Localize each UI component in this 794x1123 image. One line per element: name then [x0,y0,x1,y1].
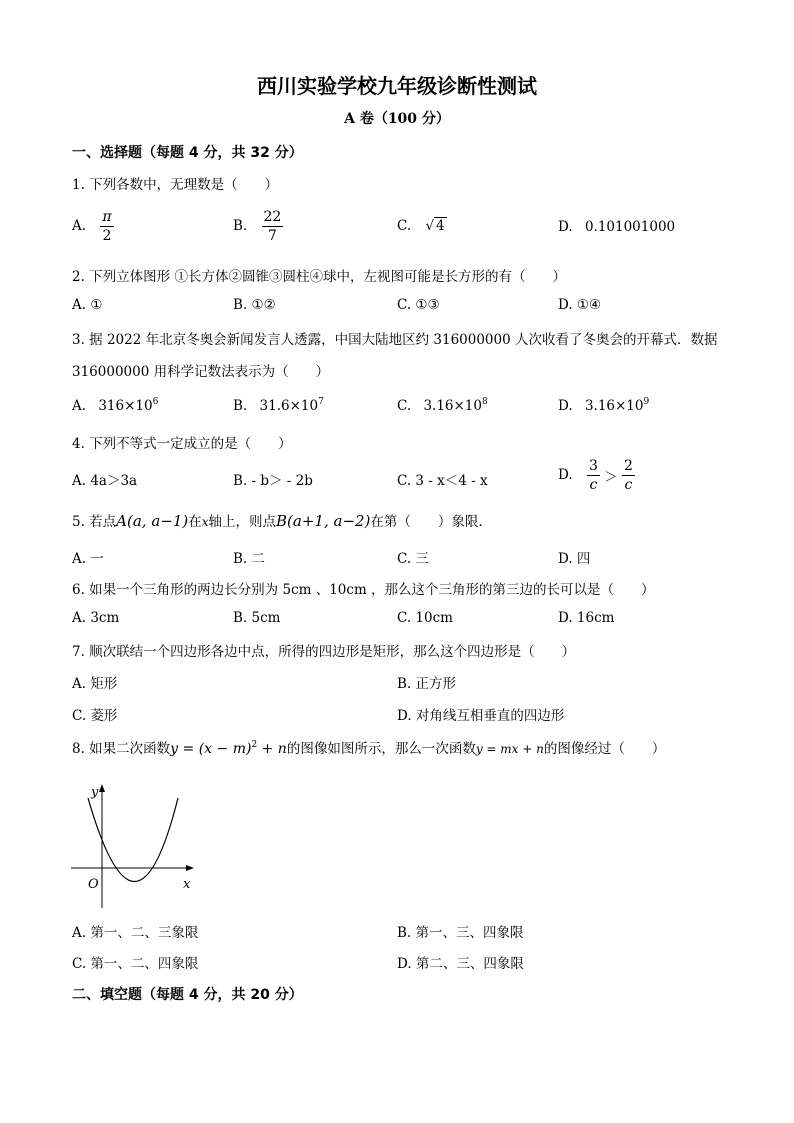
numerator: 3 [588,458,598,474]
origin-label: O [88,877,99,892]
axis-variable: x [201,515,209,529]
question-2-stem: 2. 下列立体图形 ①长方体②圆锥③圆柱④球中，左视图可能是长方形的有（ ） [72,269,566,285]
fraction [100,208,113,245]
question-1-option-b [233,208,283,245]
denominator: c [589,477,598,493]
question-5-option-b: B. 二 [233,551,266,567]
question-7-option-c: C. 菱形 [72,708,118,724]
page-subtitle: A 卷（100 分） [344,111,450,127]
fraction-right [622,457,635,494]
question-7-option-b: B. 正方形 [397,676,457,692]
y-axis-label: y [91,785,99,800]
fraction [262,208,284,245]
question-7-option-d: D. 对角线互相垂直的四边形 [397,708,565,724]
question-6-stem: 6. 如果一个三角形的两边长分别为 5cm 、10cm ，那么这个三角形的第三边的长可以是（ ） [72,582,655,598]
exponent: 9 [643,397,650,407]
question-7-stem: 7. 顺次联结一个四边形各边中点，所得的四边形是矩形，那么这个四边形是（ ） [72,644,576,660]
stem-text: 在第（ ）象限. [370,514,483,530]
stem-text: 在 [188,514,202,530]
stem-text: 的图像经过（ ） [543,741,666,757]
question-4-option-b: B. - b＞ - 2b [233,473,313,489]
radicand: 4 [436,218,445,234]
option-letter: B. [233,218,248,234]
question-5-option-c: C. 三 [397,551,429,567]
question-3-option-b [233,397,324,414]
question-2-option-b: B. ①② [233,297,276,313]
question-2-option-d: D. ①④ [558,297,602,313]
x-axis-arrow [186,865,194,871]
numerator: π [102,209,112,225]
question-8-option-d: D. 第二、三、四象限 [397,956,524,972]
option-letter: C. [397,398,412,414]
parabola-graph [66,780,200,914]
greater-than-sign: ＞ [604,469,618,486]
denominator: 7 [267,228,277,244]
question-8-option-b: B. 第一、三、四象限 [397,925,524,941]
stem-text: 5. 若点 [72,514,117,530]
exponent: 6 [152,397,159,407]
question-3-option-c [397,397,488,414]
stem-text: 的图像如图所示，那么一次函数 [286,741,476,757]
option-value: 0.101001000 [584,219,676,235]
exponent: 7 [318,397,324,407]
question-3-option-a [72,397,158,414]
point-a: A(a, a−1) [116,512,189,530]
question-8-option-c: C. 第一、二、四象限 [72,956,199,972]
question-6-option-c: C. 10cm [397,610,453,626]
question-1-option-d [558,219,675,235]
quadratic-formula: y = (x − m) [170,741,252,757]
option-letter: A. [72,218,87,234]
question-8-stem [72,737,665,757]
option-value: 31.6×10 [259,398,319,414]
stem-text: 8. 如果二次函数 [72,741,171,757]
x-axis-label: x [183,877,191,892]
question-8-option-a: A. 第一、二、三象限 [72,925,199,941]
question-1-option-c [397,218,447,234]
numerator: 2 [623,458,633,474]
option-value: 3.16×10 [423,398,482,414]
question-7-option-a: A. 矩形 [72,676,118,692]
question-5-option-a: A. 一 [72,551,104,567]
square-root: √ 4 [425,218,445,234]
question-2-option-c: C. ①③ [397,297,440,313]
option-letter: D. [558,219,573,235]
question-4-option-a: A. 4a＞3a [72,473,138,489]
question-1-stem: 1. 下列各数中，无理数是（ ） [72,177,279,193]
question-6-option-b: B. 5cm [233,610,281,626]
exponent: 8 [482,397,488,407]
question-4-stem: 4. 下列不等式一定成立的是（ ） [72,436,292,452]
question-3-option-d [558,397,649,414]
quadratic-formula-tail: + n [257,741,287,757]
question-3-stem-line2: 316000000 用科学记数法表示为（ ） [72,364,330,380]
question-6-option-a: A. 3cm [72,610,120,626]
option-letter: C. [397,218,412,234]
section-heading-fill: 二、填空题（每题 4 分，共 20 分） [72,987,303,1003]
option-value: 316×10 [98,398,153,414]
option-value: 3.16×10 [584,398,644,414]
option-letter: D. [558,398,573,414]
numerator: 22 [263,209,282,225]
question-4-option-c: C. 3 - x＜4 - x [397,473,488,489]
point-b: B(a+1, a−2) [276,512,371,530]
linear-formula: y = mx + n [475,742,544,756]
question-6-option-d: D. 16cm [558,610,615,626]
stem-text: 轴上，则点 [208,514,277,530]
question-4-option-d [558,457,635,494]
option-letter: A. [72,398,87,414]
question-3-stem-line1: 3. 据 2022 年北京冬奥会新闻发言人透露，中国大陆地区约 316000000 人次收看了冬奥会的开幕式．数据 [72,332,718,348]
fraction-left [587,457,600,494]
question-2-option-a: A. ① [72,297,103,313]
denominator: 2 [102,228,112,244]
option-letter: D. [558,467,573,483]
question-5-option-d: D. 四 [558,551,591,567]
y-axis-arrow [99,784,105,792]
question-1-option-a [72,208,114,245]
option-letter: B. [233,398,248,414]
question-5-stem [72,510,483,530]
page-title: 西川实验学校九年级诊断性测试 [257,74,537,98]
section-heading-choice: 一、选择题（每题 4 分，共 32 分） [72,145,303,161]
exponent: 2 [251,740,258,750]
denominator: c [624,477,633,493]
